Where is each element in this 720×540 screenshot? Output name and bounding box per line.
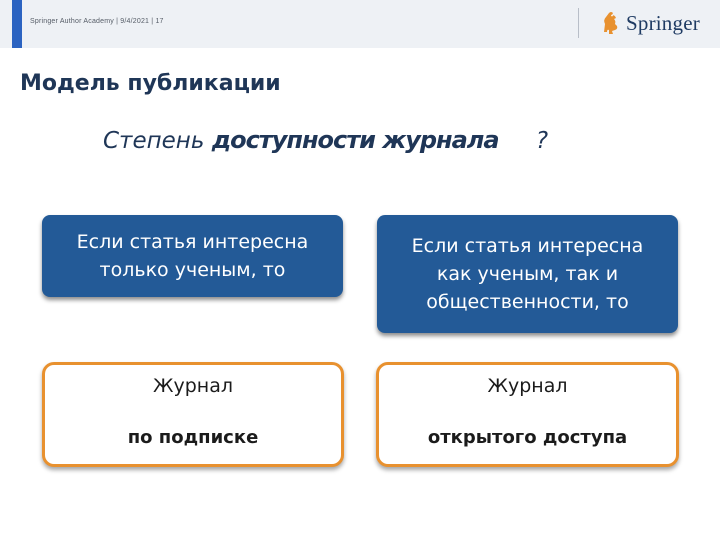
springer-horse-icon: [600, 10, 622, 36]
header-accent-bar: [12, 0, 22, 48]
condition-line: Если статья интересна: [411, 235, 644, 257]
condition-line: общественности, то: [426, 291, 629, 313]
subtitle-emphasis: доступности журнала: [211, 126, 499, 154]
header-info-text: Springer Author Academy | 9/4/2021 | 17: [30, 18, 164, 25]
condition-line: Если статья интересна: [76, 231, 309, 253]
springer-logo-text: Springer: [626, 10, 700, 35]
page-title: Модель публикации: [20, 71, 281, 96]
condition-box-text: [77, 228, 309, 284]
condition-box-public: [377, 215, 678, 333]
condition-line: только ученым, то: [99, 259, 286, 281]
header-divider: [578, 8, 579, 38]
result-box-subscription: [42, 362, 344, 467]
subtitle-prefix: Степень: [103, 128, 205, 154]
slide-header: [0, 0, 720, 48]
condition-box-text: [412, 232, 644, 316]
result-value: открытого доступа: [427, 427, 628, 448]
result-value: по подписке: [127, 427, 259, 448]
result-label: Журнал: [487, 375, 568, 397]
result-box-open-access: [376, 362, 679, 467]
result-label: Журнал: [153, 375, 233, 397]
springer-logo: [600, 9, 700, 37]
condition-line: как ученым, так и: [436, 263, 619, 285]
slide-subtitle: [103, 126, 548, 154]
subtitle-suffix: ?: [535, 128, 549, 154]
condition-box-scientists: [42, 215, 343, 297]
